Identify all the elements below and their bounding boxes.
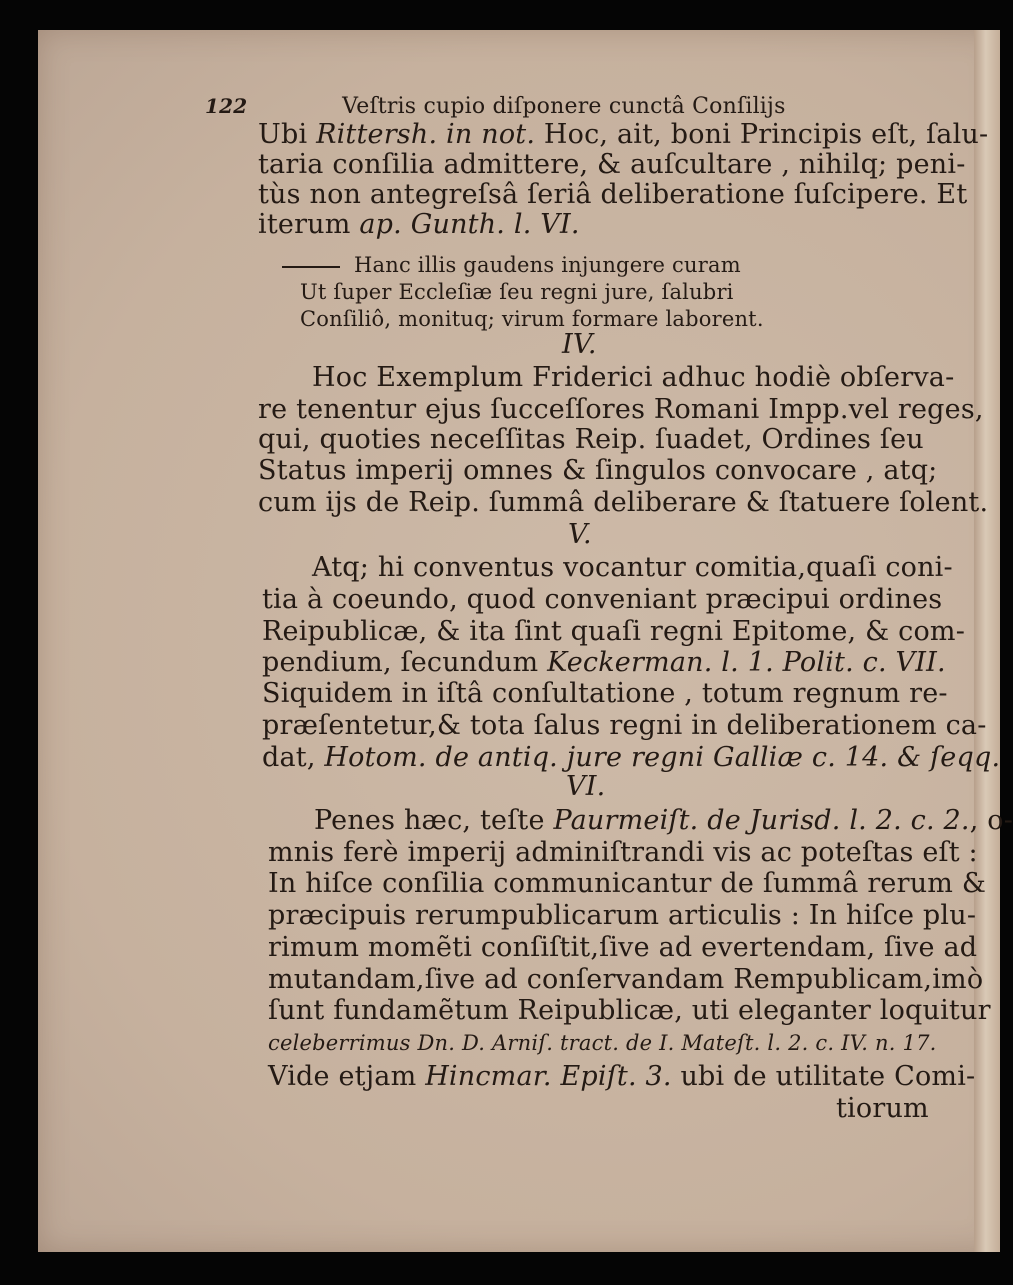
text-line — [268, 869, 986, 899]
verse-text: Hanc illis gaudens injungere curam — [354, 253, 741, 277]
text-line: re tenentur ejus ſucceſſores Romani Impp.vel reges, — [258, 394, 984, 425]
text-run: celeberrimus Dn. D. Arniſ. tract. de I. Mateſt. l. 2. c. IV. n. 17. — [268, 1031, 937, 1055]
text-line: Hoc Exemplum Friderici adhuc hodiè obſerva- — [312, 362, 955, 393]
text-run: Rittersh. in not. — [316, 119, 536, 150]
text-run: iterum — [258, 209, 360, 240]
verse-line — [282, 253, 741, 277]
text-run: ſunt fundamẽtum Reipublicæ, uti eleganter loquitur — [268, 995, 991, 1026]
text-run: mutandam,ſive ad conſervandam Rempublicam,imò — [268, 964, 984, 995]
text-line — [268, 838, 978, 868]
text-run: mnis ferè imperij adminiſtrandi vis ac poteſtas eſt : — [268, 837, 978, 868]
text-line — [268, 1062, 975, 1092]
verse-line — [300, 280, 734, 304]
text-run: Penes hæc, teſte — [314, 805, 554, 836]
text-run: Hincmar. Epiſt. 3. — [425, 1061, 672, 1092]
verse-text: Ut ſuper Eccleſiæ ſeu regni jure, ſalubri — [300, 280, 734, 304]
verse-text: Conſiliô, monituq; virum formare laborent. — [300, 307, 764, 331]
text-line — [268, 933, 977, 963]
running-header — [205, 90, 786, 122]
text-run: Keckerman. l. 1. Polit. c. VII. — [547, 647, 946, 678]
text-run: dat, — [262, 742, 325, 773]
text-run: tia à coeundo, quod conveniant præcipui ordines — [262, 584, 943, 615]
text-run: Ubi — [258, 119, 317, 150]
text-line: cum ijs de Reip. ſummâ deliberare & ſtatuere ſolent. — [258, 487, 989, 518]
text-line — [262, 711, 987, 741]
verse-line — [300, 307, 764, 331]
text-line — [258, 180, 967, 210]
text-run: Hotom. de antiq. jure regni Galliæ c. 14. & ſeqq. — [324, 742, 1001, 773]
page-number: 122 — [205, 94, 248, 118]
text-line — [312, 553, 953, 583]
catchword: tiorum — [836, 1093, 929, 1124]
text-line — [262, 617, 965, 647]
section-numeral: V. — [568, 519, 592, 550]
text-run: , o- — [969, 805, 1013, 836]
text-run: præcipuis rerumpublicarum articulis : In hiſce plu- — [268, 900, 977, 931]
text-run: Siquidem in iſtâ conſultatione , totum regnum re- — [262, 678, 948, 709]
text-line — [258, 120, 988, 150]
text-run: taria conſilia admittere, & auſcultare , nihilq; peni- — [258, 149, 966, 180]
text-line — [262, 585, 942, 615]
text-run: pendium, ſecundum — [262, 647, 548, 678]
text-run: tùs non antegreſsâ ſeriâ deliberatione ſuſcipere. Et — [258, 179, 968, 210]
text-run: ubi de utilitate Comi- — [671, 1061, 976, 1092]
text-line: Status imperij omnes & ſingulos convocare , atq; — [258, 455, 938, 486]
text-line — [268, 901, 976, 931]
text-run: In hiſce conſilia communicantur de ſummâ rerum & — [268, 868, 987, 899]
text-run: Hoc, ait, boni Principis eſt, ſalu- — [535, 119, 989, 150]
text-run: Vide etjam — [268, 1061, 426, 1092]
text-run: ap. Gunth. l. VI. — [359, 209, 580, 240]
text-line — [268, 1031, 937, 1055]
text-line — [268, 965, 983, 995]
text-run: præſentetur,& tota ſalus regni in deliberationem ca- — [262, 710, 987, 741]
text-run: Reipublicæ, & ita ſint quaſi regni Epitome, & com- — [262, 616, 966, 647]
text-line — [258, 210, 580, 240]
text-line — [268, 996, 991, 1026]
dash-rule — [282, 266, 340, 268]
text-run: rimum momẽti conſiſtit,ſive ad evertendam, ſive ad — [268, 932, 978, 963]
section-numeral: VI. — [566, 771, 606, 802]
text-line: qui, quoties neceſſitas Reip. ſuadet, Ordines ſeu — [258, 424, 924, 455]
text-run: Paurmeiſt. de Jurisd. l. 2. c. 2. — [553, 805, 970, 836]
running-title: Veſtris cupio diſponere cunctâ Conſilijs — [342, 94, 786, 119]
text-line — [262, 743, 1000, 773]
text-run: Atq; hi conventus vocantur comitia,quaſi coni- — [312, 552, 953, 583]
text-line — [258, 150, 966, 180]
text-line — [262, 679, 948, 709]
text-line — [262, 648, 946, 678]
text-line — [314, 806, 1013, 836]
section-numeral: IV. — [562, 329, 597, 360]
